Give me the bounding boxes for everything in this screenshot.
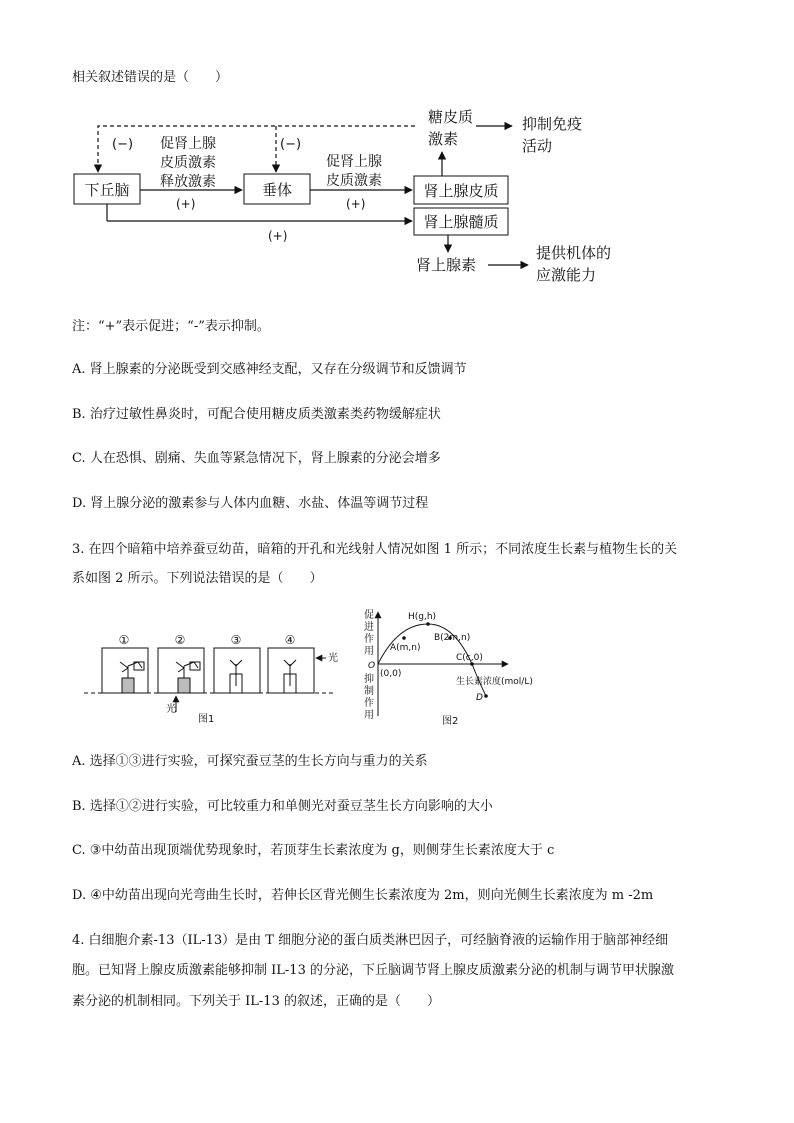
box-1-number: ① [118,633,130,647]
figure-1-dark-boxes [80,628,342,728]
point-h-label: H(g,h) [408,612,437,622]
q3-stem-line-2: 系如图 2 所示。下列说法错误的是（ ） [72,571,323,586]
q2-option-a: A. 肾上腺素的分泌既受到交感神经支配，又存在分级调节和反馈调节 [72,362,467,377]
x-axis-label: 生长素浓度(mol/L) [456,677,533,687]
crh-label-1: 促肾上腺 [160,136,216,152]
q4-stem-line-1: 4. 白细胞介素-13（IL-13）是由 T 细胞分泌的蛋白质类淋巴因子，可经脑脊液的运输作用于脑部神经细 [72,933,669,948]
box-4-number: ④ [284,633,296,647]
q3-option-a: A. 选择①③进行实验，可探究蚕豆茎的生长方向与重力的关系 [72,754,428,769]
y-label-promote-3: 作 [364,634,374,645]
origin-coords: (0,0) [380,669,402,679]
crh-label-2: 皮质激素 [160,155,216,171]
y-label-inhibit-2: 制 [364,686,374,697]
pituitary-label: 垂体 [261,181,293,199]
q3-option-b: B. 选择①②进行实验，可比较重力和单侧光对蚕豆茎生长方向影响的大小 [72,799,493,814]
q4-stem-line-2: 胞。已知肾上腺皮质激素能够抑制 IL-13 的分泌，下丘脑调节肾上腺皮质激素分泌的机制与调节甲状腺激 [72,963,674,978]
y-label-inhibit-3: 作 [364,698,374,709]
y-label-promote-4: 用 [364,646,374,657]
hormone-regulation-diagram [60,100,680,290]
question-stem-end: 相关叙述错误的是（ ） [72,70,229,85]
figure-2-caption: 图2 [442,716,459,727]
box-2-number: ② [174,633,186,647]
q3-option-c: C. ③中幼苗出现顶端优势现象时，若顶芽生长素浓度为 g，则侧芽生长素浓度大于 c [72,843,555,858]
q3-option-d: D. ④中幼苗出现向光弯曲生长时，若伸长区背光侧生长素浓度为 2m，则向光侧生长素浓度为 m -2m [72,888,654,903]
q3-stem-line-1: 3. 在四个暗箱中培养蚕豆幼苗，暗箱的开孔和光线射人情况如图 1 所示；不同浓度生长素与植物生长的关 [72,542,678,557]
q2-option-d: D. 肾上腺分泌的激素参与人体内血糖、水盐、体温等调节过程 [72,496,429,511]
glucocorticoid-label-2: 激素 [428,130,459,148]
point-b-label: B(2m,n) [434,633,471,643]
point-d-label: D [476,693,483,703]
stress-label-2: 应激能力 [536,266,597,284]
nerve-plus: (+) [268,229,288,243]
immune-suppression-label-2: 活动 [522,137,553,155]
immune-suppression-label-1: 抑制免疫 [522,115,583,133]
hypothalamus-label: 下丘脑 [84,181,130,199]
crh-plus: (+) [176,197,196,211]
point-c-label: C(c,0) [456,653,483,663]
box-3-number: ③ [230,633,242,647]
y-label-inhibit-1: 抑 [364,674,374,685]
y-label-promote-2: 进 [364,622,374,633]
origin-label: O [368,661,376,671]
figure-2-growth-curve [358,608,568,734]
feedback-minus-label-2: (−) [280,137,302,152]
figure-1-caption: 图1 [198,714,215,725]
acth-label-2: 皮质激素 [326,173,382,189]
y-label-promote-1: 促 [364,610,374,621]
light-label-side: 光 [328,653,338,664]
stress-label-1: 提供机体的 [536,244,612,262]
diagram-note: 注：“+”表示促进；“-”表示抑制。 [72,319,270,334]
q2-option-b: B. 治疗过敏性鼻炎时，可配合使用糖皮质类激素类药物缓解症状 [72,407,441,422]
crh-label-3: 释放激素 [160,174,216,190]
adrenal-cortex-label: 肾上腺皮质 [423,182,499,200]
q4-stem-line-3: 素分泌的机制相同。下列关于 IL-13 的叙述，正确的是（ ） [72,994,440,1009]
q2-option-c: C. 人在恐惧、剧痛、失血等紧急情况下，肾上腺素的分泌会增多 [72,451,441,466]
point-a-label: A(m,n) [390,643,421,653]
glucocorticoid-label-1: 糖皮质 [428,108,474,126]
light-label-bottom: 光 [166,704,176,715]
acth-label-1: 促肾上腺 [326,154,382,170]
y-label-inhibit-4: 用 [364,710,374,721]
epinephrine-label: 肾上腺素 [416,256,477,274]
adrenal-medulla-label: 肾上腺髓质 [423,213,499,231]
feedback-minus-label-1: (−) [112,137,134,152]
acth-plus: (+) [346,197,366,211]
